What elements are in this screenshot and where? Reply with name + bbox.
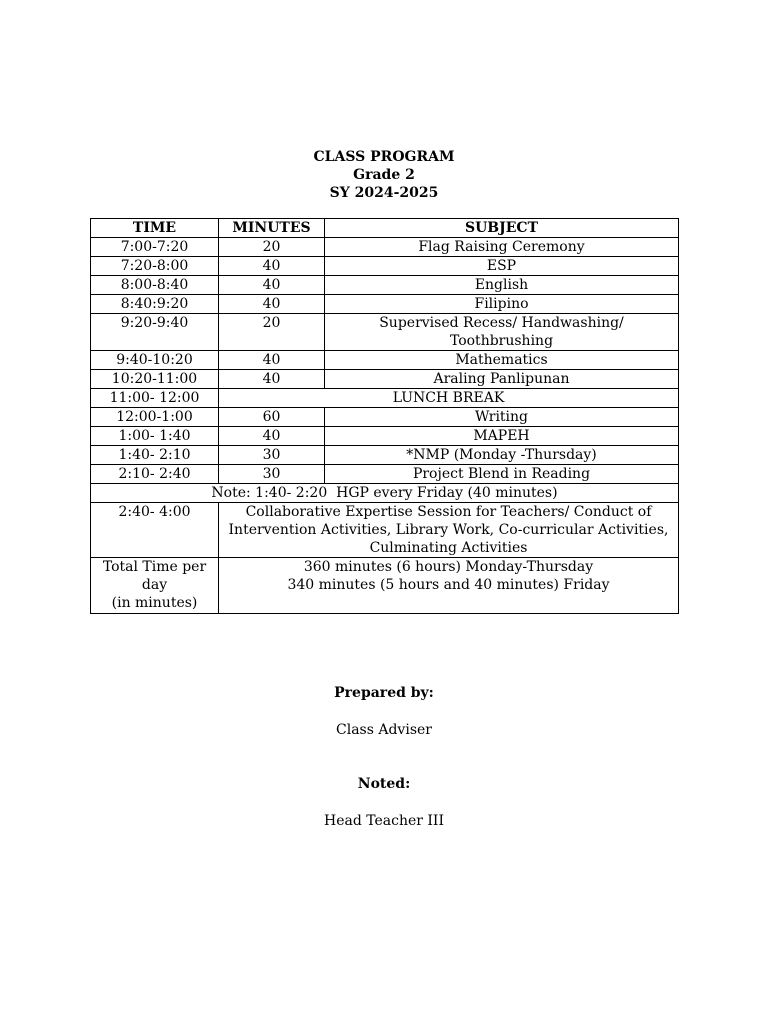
school-year: SY 2024-2025	[329, 185, 439, 201]
minutes-cell: 30	[219, 446, 325, 465]
subject-cell: Flag Raising Ceremony	[325, 238, 679, 257]
noted-label: Noted:	[357, 776, 411, 792]
subject-cell: Araling Panlipunan	[325, 370, 679, 389]
subject-cell: Supervised Recess/ Handwashing/ Toothbrushing	[325, 314, 679, 351]
time-cell: 1:00- 1:40	[91, 427, 219, 446]
total-row	[91, 558, 679, 614]
noted-name: Head Teacher III	[323, 813, 444, 829]
prepared-by-label: Prepared by:	[334, 685, 434, 701]
table-row	[91, 465, 679, 484]
total-values-cell	[219, 558, 679, 614]
subject-cell: ESP	[325, 257, 679, 276]
prepared-by-name: Class Adviser	[336, 722, 432, 738]
table-row	[91, 446, 679, 465]
table-row	[91, 257, 679, 276]
table-row	[91, 314, 679, 351]
time-cell: 2:10- 2:40	[91, 465, 219, 484]
table-row	[91, 370, 679, 389]
minutes-cell: 20	[219, 238, 325, 257]
column-header-subject: SUBJECT	[325, 219, 679, 238]
table-row	[91, 238, 679, 257]
subject-cell: Writing	[325, 408, 679, 427]
time-cell: 7:00-7:20	[91, 238, 219, 257]
document-header	[0, 148, 768, 202]
subject-cell: Mathematics	[325, 351, 679, 370]
total-friday: 340 minutes (5 hours and 40 minutes) Friday	[287, 577, 610, 593]
time-cell: 8:00-8:40	[91, 276, 219, 295]
total-mon-thu: 360 minutes (6 hours) Monday-Thursday	[303, 559, 594, 575]
document-title: CLASS PROGRAM	[313, 149, 455, 165]
time-cell: 10:20-11:00	[91, 370, 219, 389]
column-header-time: TIME	[91, 219, 219, 238]
grade-level: Grade 2	[353, 167, 415, 183]
subject-cell: English	[325, 276, 679, 295]
minutes-cell: 40	[219, 295, 325, 314]
minutes-cell: 40	[219, 276, 325, 295]
minutes-cell: 40	[219, 257, 325, 276]
minutes-cell: 30	[219, 465, 325, 484]
column-header-minutes: MINUTES	[219, 219, 325, 238]
minutes-cell: 40	[219, 427, 325, 446]
subject-cell: *NMP (Monday -Thursday)	[325, 446, 679, 465]
minutes-cell: 40	[219, 370, 325, 389]
time-cell: 7:20-8:00	[91, 257, 219, 276]
table-header-row	[91, 219, 679, 238]
lunch-break-cell: LUNCH BREAK	[219, 389, 679, 408]
time-cell: 11:00- 12:00	[91, 389, 219, 408]
time-cell: 8:40:9:20	[91, 295, 219, 314]
minutes-cell: 60	[219, 408, 325, 427]
subject-cell: MAPEH	[325, 427, 679, 446]
class-program-table	[90, 218, 679, 614]
time-cell: 2:40- 4:00	[91, 503, 219, 558]
minutes-cell: 40	[219, 351, 325, 370]
time-cell: 9:40-10:20	[91, 351, 219, 370]
time-cell: 9:20-9:40	[91, 314, 219, 351]
note-row	[91, 484, 679, 503]
time-cell: 12:00-1:00	[91, 408, 219, 427]
table-row	[91, 276, 679, 295]
hgp-note: Note: 1:40- 2:20 HGP every Friday (40 minutes)	[91, 484, 679, 503]
time-cell: 1:40- 2:10	[91, 446, 219, 465]
total-label-cell	[91, 558, 219, 614]
subject-cell: Filipino	[325, 295, 679, 314]
collab-row	[91, 503, 679, 558]
minutes-cell: 20	[219, 314, 325, 351]
collab-activities-cell: Collaborative Expertise Session for Teachers/ Conduct of Intervention Activities, Library Work, Co-curricular Activities, Culminating Activities	[219, 503, 679, 558]
total-label: Total Time per day	[102, 559, 207, 593]
subject-cell: Project Blend in Reading	[325, 465, 679, 484]
table-row	[91, 295, 679, 314]
table-row	[91, 408, 679, 427]
table-row	[91, 427, 679, 446]
total-unit-label: (in minutes)	[111, 595, 198, 611]
lunch-row	[91, 389, 679, 408]
table-row	[91, 351, 679, 370]
